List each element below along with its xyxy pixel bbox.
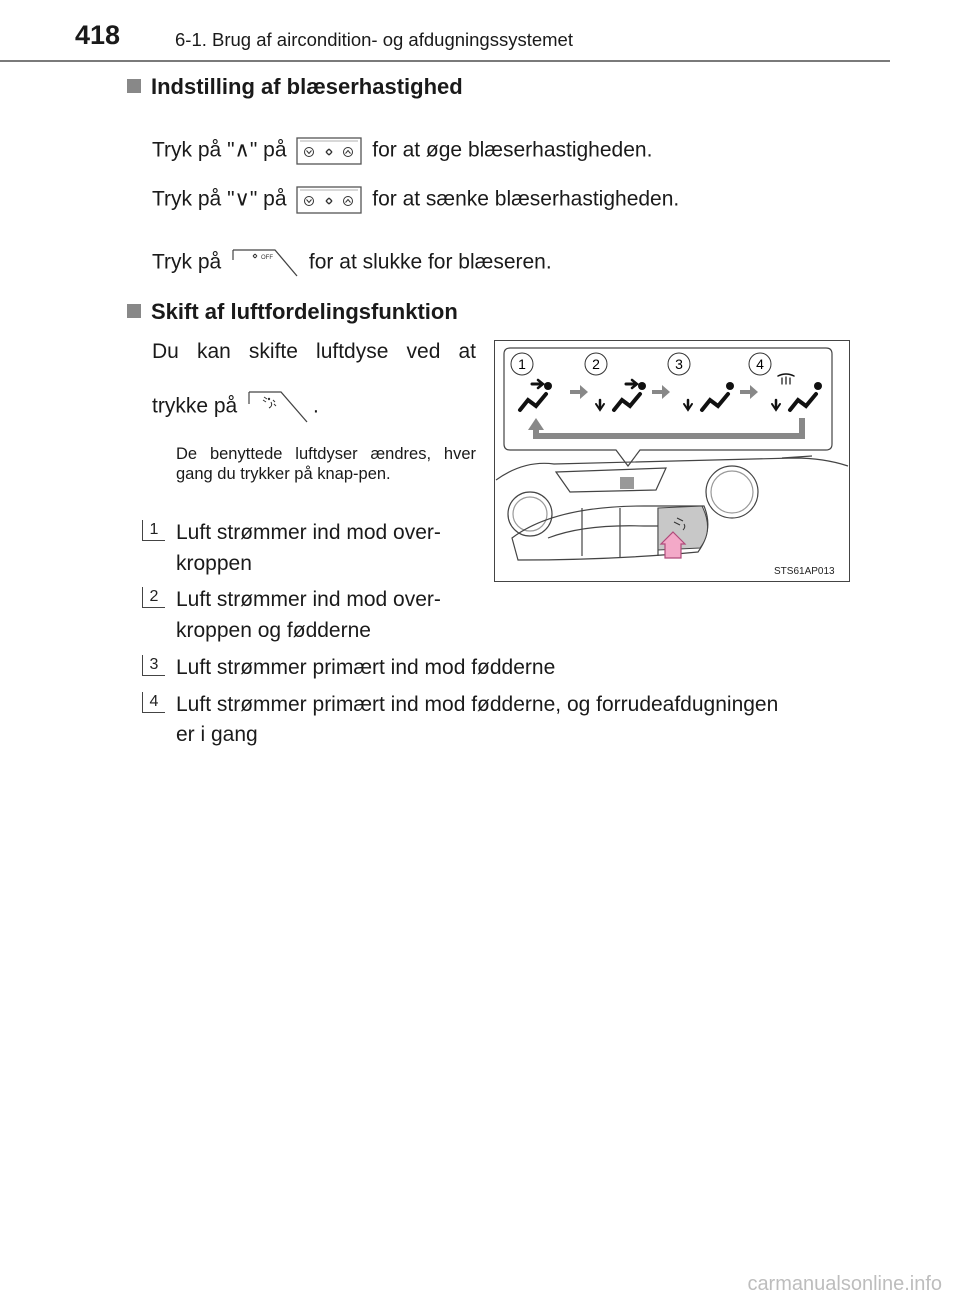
- figure-code: STS61AP013: [774, 566, 835, 577]
- intro-suffix: .: [313, 394, 319, 418]
- heading-bullet-icon: [127, 304, 141, 318]
- increase-suffix: for at øge blæserhastigheden.: [372, 138, 653, 162]
- off-instruction: [152, 248, 552, 278]
- fan-speed-button-icon: [296, 186, 362, 214]
- item-2-line-2: kroppen og fødderne: [176, 619, 371, 642]
- header-title: 6-1. Brug af aircondition- og afdugningssystemet: [175, 29, 573, 50]
- decrease-instruction: [152, 186, 679, 214]
- item-3-line-1: Luft strømmer primært ind mod fødderne: [176, 656, 556, 679]
- header-divider: [0, 60, 890, 62]
- step-label-3: 3: [675, 356, 683, 372]
- item-4-line-1: Luft strømmer primært ind mod fødderne, og forrudeafdugningen: [176, 693, 779, 716]
- off-suffix: for at slukke for blæseren.: [308, 250, 552, 274]
- item-1-line-2: kroppen: [176, 552, 252, 575]
- intro-line-2: [152, 390, 319, 424]
- item-number-4: 4: [142, 692, 165, 713]
- intro-prefix: trykke på: [152, 394, 238, 418]
- decrease-prefix: Tryk på "∨" på: [152, 187, 287, 211]
- item-1-line-1: Luft strømmer ind mod over-: [176, 521, 441, 544]
- fan-off-button-icon: [231, 248, 299, 278]
- off-button-label: OFF: [261, 255, 274, 261]
- step-label-4: 4: [756, 356, 764, 372]
- fan-speed-heading-text: Indstilling af blæserhastighed: [151, 74, 463, 99]
- item-number-3: 3: [142, 655, 165, 676]
- increase-prefix: Tryk på "∧" på: [152, 138, 287, 162]
- decrease-suffix: for at sænke blæserhastigheden.: [372, 187, 680, 211]
- fan-speed-button-icon: [296, 137, 362, 165]
- page-number: 418: [75, 20, 121, 50]
- mode-button-icon: [247, 390, 309, 424]
- intro-line-1: Du kan skifte luftdyse ved at: [152, 340, 476, 363]
- step-label-2: 2: [592, 356, 600, 372]
- off-prefix: Tryk på: [152, 250, 222, 274]
- item-number-2: 2: [142, 587, 165, 608]
- mode-note: De benyttede luftdyser ændres, hver gang du trykker på knap-pen.: [176, 445, 476, 483]
- item-2-line-1: Luft strømmer ind mod over-: [176, 588, 441, 611]
- watermark: carmanualsonline.info: [747, 1273, 942, 1295]
- fan-speed-heading: [127, 74, 463, 100]
- air-distribution-figure: [494, 340, 850, 582]
- step-label-1: 1: [518, 356, 526, 372]
- item-number-1: 1: [142, 520, 165, 541]
- increase-instruction: [152, 137, 652, 165]
- air-distribution-heading-text: Skift af luftfordelingsfunktion: [151, 299, 458, 324]
- heading-bullet-icon: [127, 79, 141, 93]
- air-distribution-heading: [127, 299, 458, 325]
- item-4-line-2: er i gang: [176, 723, 258, 746]
